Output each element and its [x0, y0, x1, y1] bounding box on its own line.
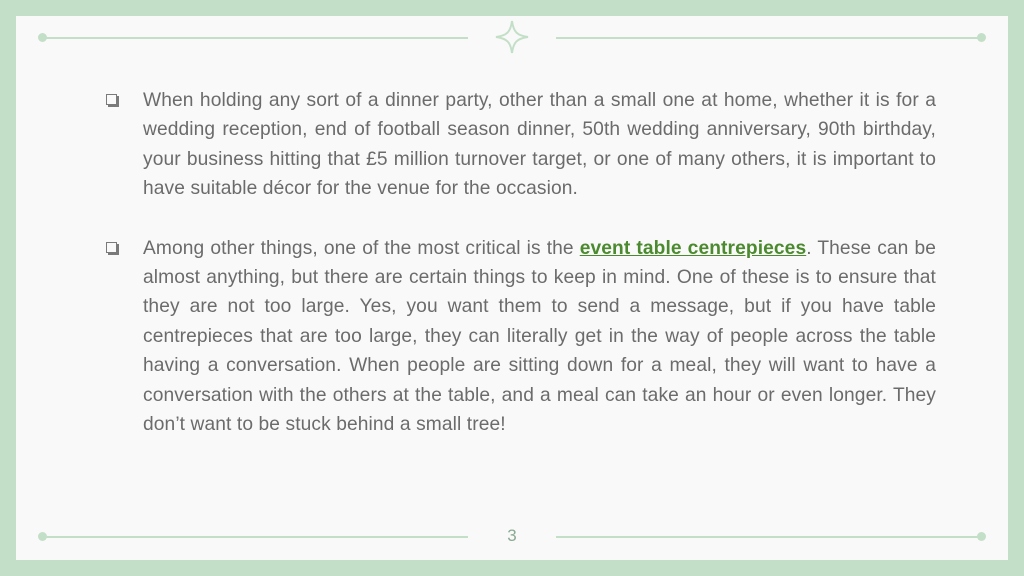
sparkle-star-icon — [495, 20, 529, 54]
checkbox-bullet-icon — [106, 94, 117, 105]
top-right-dot — [977, 33, 986, 42]
event-table-centrepieces-link[interactable]: event table centrepieces — [579, 237, 807, 259]
bullet-item-2 — [106, 234, 936, 440]
top-right-rule — [556, 37, 980, 39]
bottom-right-rule — [556, 536, 980, 538]
bullet-text-2-before: Among other things, one of the most critical is the — [143, 237, 580, 259]
slide-body — [106, 86, 936, 469]
page-number: 3 — [507, 526, 517, 545]
bottom-left-rule — [44, 536, 468, 538]
bullet-text-1: When holding any sort of a dinner party, other than a small one at home, whether it is for a wedding reception, end of football season dinner, 50th wedding anniversary, 90th birthday, your business hitting that £5 million turnover target, or one of many others, it is important to have suitable décor for the venue for the occasion. — [143, 90, 936, 200]
bullet-text-2-after: . These can be almost anything, but there are certain things to keep in mind. One of these is to ensure that they are not too large. Yes, you want them to send a message, but if you have table centrepieces that are too large, they can literally get in the way of people across the table having a conversation. When people are sitting down for a meal, they will want to have a conversation with the others at the table, and a meal can take an hour or even longer. They don’t want to be stuck behind a small tree! — [143, 237, 936, 436]
slide-frame — [16, 16, 1008, 560]
bullet-item-1 — [106, 86, 936, 204]
bottom-right-dot — [977, 532, 986, 541]
bullet-text-2 — [143, 234, 936, 440]
checkbox-bullet-icon — [106, 242, 117, 253]
top-left-rule — [44, 37, 468, 39]
